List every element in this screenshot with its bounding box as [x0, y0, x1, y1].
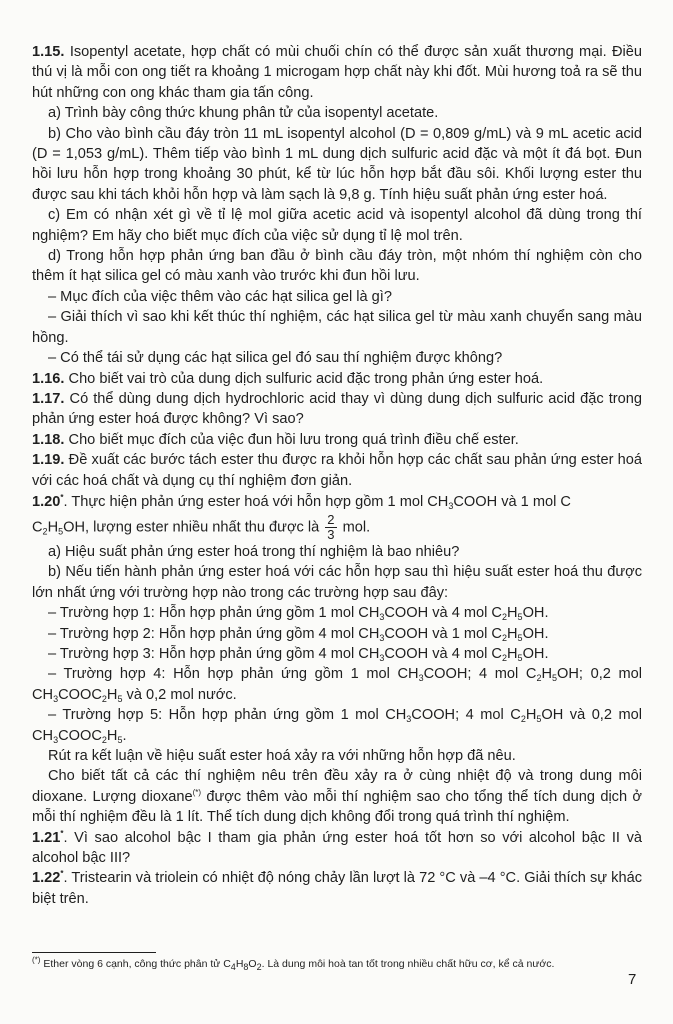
question-1-22: 1.22*. Tristearin và triolein có nhiệt độ nóng chảy lần lượt là 72 °C và –4 °C. Giải thích sự khác biệt trên.: [32, 869, 642, 907]
question-text: Có thể dùng dung dịch hydrochloric acid thay vì dùng dung dịch sulfuric acid đặc trong phản ứng ester hoá được không? Vì sao?: [32, 390, 642, 428]
question-text: Đề xuất các bước tách ester thu được ra khỏi hỗn hợp các chất sau phản ứng ester hoá với các hoá chất và dụng cụ thí nghiệm đơn giản.: [32, 452, 642, 489]
question-number: 1.21*: [32, 828, 64, 846]
fraction-two-thirds: $\frac{2}{3}$: [327, 511, 335, 542]
question-number: 1.17.: [32, 390, 65, 407]
question-1-19: [32, 450, 642, 491]
question-1-20-note: Cho biết tất cả các thí nghiệm nêu trên đều xảy ra ở cùng nhiệt độ và trong dung môi dioxane. Lượng dioxane(*) được thêm vào mỗi thí nghiệm sao cho tổng thể tích dung dịch ở mỗi thí nghiệm đều là 1 lít. Thể tích dung dịch không đổi trong quá trình thí nghiệm.: [32, 768, 642, 826]
case-2: – Trường hợp 2: Hỗn hợp phản ứng gồm 4 mol $CH_3COOH$ và 1 mol $C_2H_5OH$.: [48, 625, 549, 643]
question-number: 1.22*: [32, 869, 64, 887]
case-3: – Trường hợp 3: Hỗn hợp phản ứng gồm 4 mol $CH_3COOH$ và 4 mol $C_2H_5OH$.: [48, 645, 549, 663]
page-number: 7: [628, 971, 637, 988]
question-1-15-d2: – Giải thích vì sao khi kết thúc thí nghiệm, các hạt silica gel từ màu xanh chuyển sang màu hồng.: [32, 309, 642, 346]
question-1-15-d1: – Mục đích của việc thêm vào các hạt silica gel là gì?: [48, 288, 392, 305]
question-1-20-b: b) Nếu tiến hành phản ứng ester hoá với các hỗn hợp sau thì hiệu suất ester hoá thu được lớn nhất ứng với trường hợp nào trong các trường hợp sau đây:: [32, 564, 642, 601]
case-5: – Trường hợp 5: Hỗn hợp phản ứng gồm 1 mol $CH_3COOH$; 4 mol $C_2H_5OH$ và 0,2 mol $CH_3COOC_2H_5$.: [32, 707, 642, 745]
question-text: Isopentyl acetate, hợp chất có mùi chuối chín có thể được sản xuất thương mại. Điều thú vị là mỗi con ong tiết ra khoảng 1 microgam hợp chất này khi đốt. Mùi hương toả ra sẽ thu hút những con ong khác tham gia tấn công.: [32, 44, 642, 101]
question-1-15-d3: – Có thể tái sử dụng các hạt silica gel đó sau thí nghiệm được không?: [48, 350, 503, 367]
question-1-15-c: c) Em có nhận xét gì về tỉ lệ mol giữa acetic acid và isopentyl alcohol đã dùng trong thí nghiệm? Em hãy cho biết mục đích của việc sử dụng tỉ lệ mol trên.: [32, 207, 642, 244]
question-1-20-conclusion: Rút ra kết luận về hiệu suất ester hoá xảy ra với những hỗn hợp đã nêu.: [48, 748, 516, 764]
question-1-20-a: a) Hiệu suất phản ứng ester hoá trong thí nghiệm là bao nhiêu?: [48, 543, 460, 560]
question-text: Cho biết mục đích của việc đun hồi lưu trong quá trình điều chế ester.: [68, 431, 519, 448]
question-1-18: [32, 430, 642, 450]
question-1-15-a: a) Trình bày công thức khung phân tử của isopentyl acetate.: [48, 105, 439, 122]
footnote: (*) Ether vòng 6 cạnh, công thức phân tử $C_4H_8O_2$. Là dung môi hoà tan tốt trong nhiều chất hữu cơ, kể cả nước.: [32, 955, 555, 972]
question-1-16: [32, 369, 642, 389]
page-content: [32, 42, 642, 909]
question-number: 1.15.: [32, 44, 65, 60]
question-1-15: [32, 42, 642, 103]
question-number: 1.18.: [32, 431, 65, 448]
question-1-17: [32, 389, 642, 430]
question-1-15-d: d) Trong hỗn hợp phản ứng ban đầu ở bình cầu đáy tròn, một nhóm thí nghiệm còn cho thêm ít hạt silica gel có màu xanh vào trước khi đun hồi lưu.: [32, 248, 642, 285]
case-4: – Trường hợp 4: Hỗn hợp phản ứng gồm 1 mol $CH_3COOH$; 4 mol $C_2H_5OH$; 0,2 mol $CH_3COOC_2H_5$ và 0,2 mol nước.: [32, 666, 642, 704]
footnote-divider: [32, 952, 156, 953]
question-number: 1.20*: [32, 493, 64, 510]
question-1-20-line2: $C_2H_5OH$, lượng ester nhiều nhất thu được là $\frac{2}{3}$ mol.: [32, 511, 371, 542]
case-1: – Trường hợp 1: Hỗn hợp phản ứng gồm 1 mol $CH_3COOH$ và 4 mol $C_2H_5OH$.: [48, 605, 549, 623]
question-1-20: 1.20*. Thực hiện phản ứng ester hoá với hỗn hợp gồm 1 mol $CH_3COOH$ và 1 mol C: [32, 493, 571, 511]
question-text: Cho biết vai trò của dung dịch sulfuric acid đặc trong phản ứng ester hoá.: [68, 370, 544, 387]
question-number: 1.16.: [32, 370, 65, 387]
question-1-21: 1.21*. Vì sao alcohol bậc I tham gia phản ứng ester hoá tốt hơn so với alcohol bậc II và alcohol bậc III?: [32, 828, 642, 867]
question-1-15-b: b) Cho vào bình cầu đáy tròn 11 mL isopentyl alcohol (D = 0,809 g/mL) và 9 mL acetic acid (D = 1,053 g/mL). Thêm tiếp vào bình 1 mL dung dịch sulfuric acid đặc và một ít đá bọt. Đun hồi lưu hỗn hợp trong khoảng 30 phút, kể từ lúc hỗn hợp bắt đầu sôi. Khối lượng ester thu được sau khi tách khỏi hỗn hợp và làm sạch là 9,8 g. Tính hiệu suất phản ứng ester hoá.: [32, 125, 642, 203]
question-number: 1.19.: [32, 452, 65, 469]
